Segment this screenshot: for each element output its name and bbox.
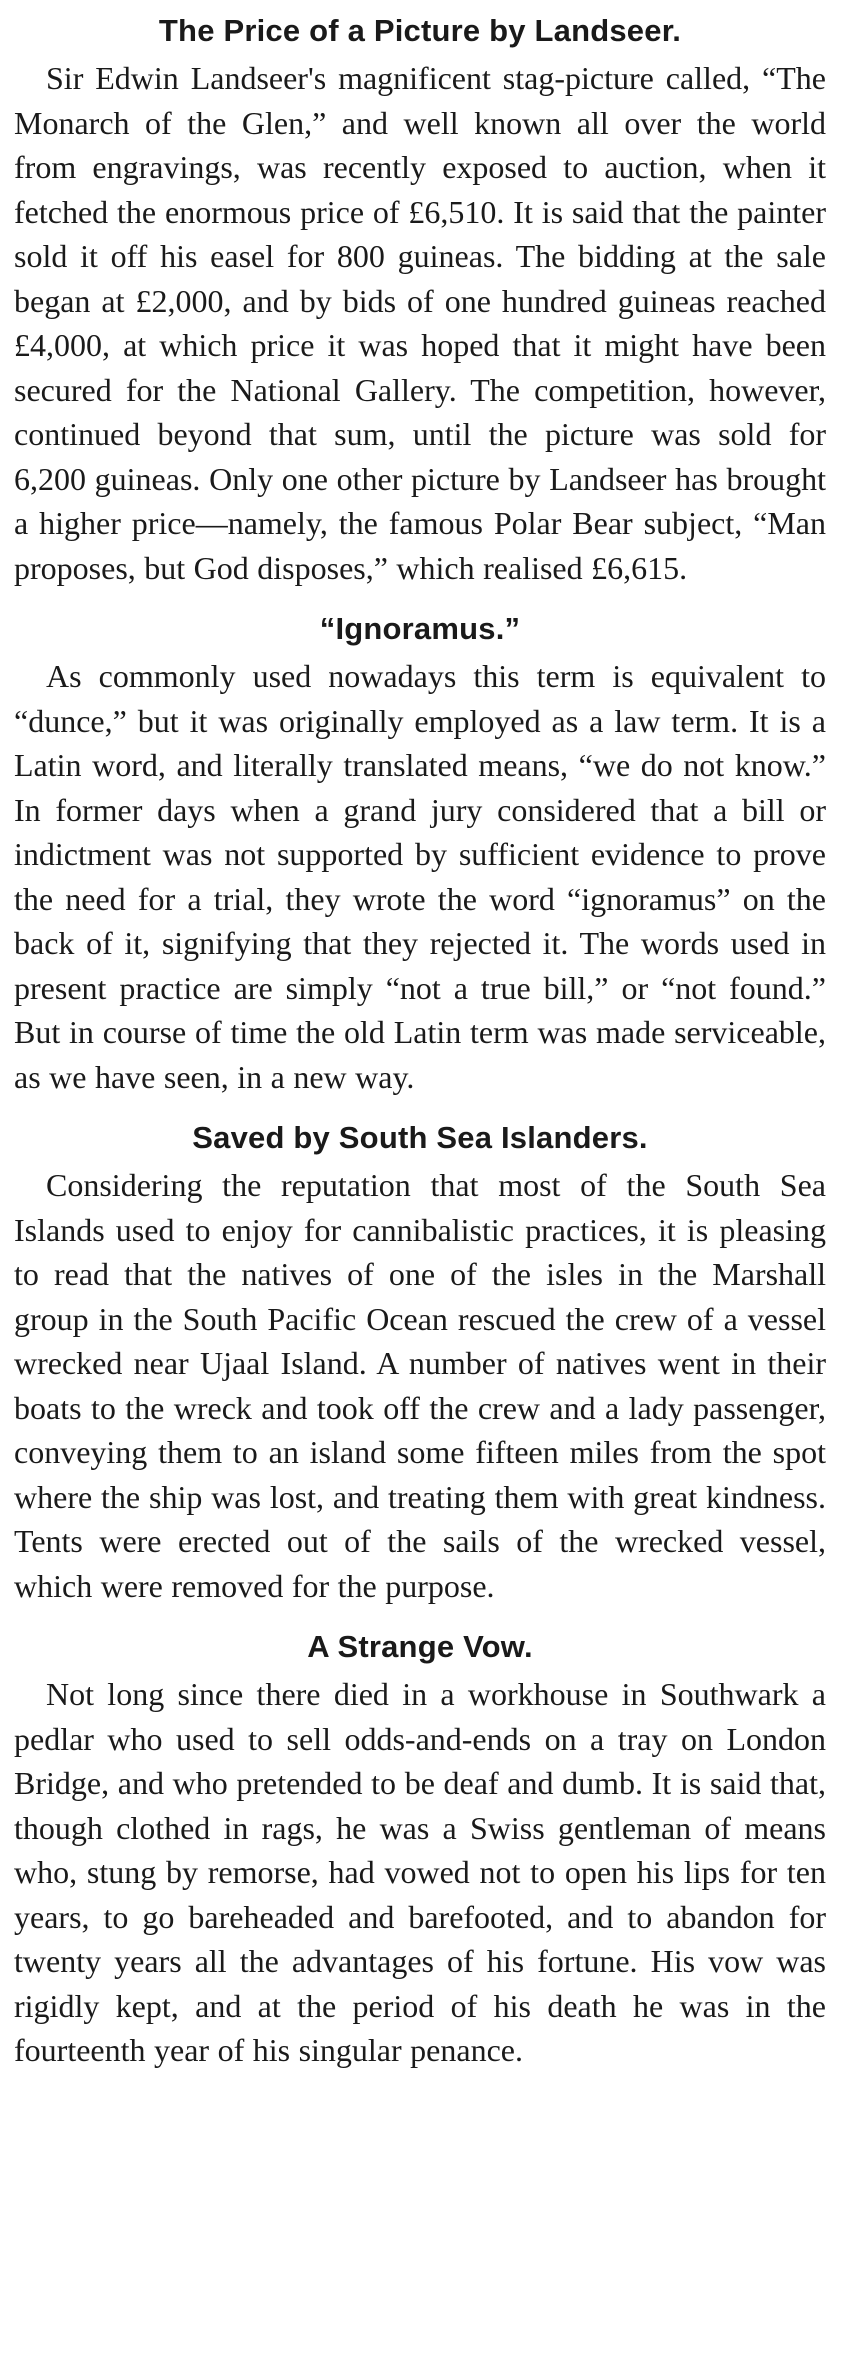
article-title: Saved by South Sea Islanders. bbox=[192, 1120, 648, 1155]
article-title: The Price of a Picture by Landseer. bbox=[158, 13, 682, 48]
article-body: Considering the reputation that most of the South Sea Islands used to enjoy for cannibalistic practices, it is pleasing to read that the natives of one of the isles in the Marshall group in the South Pacific Ocean rescued the crew of a vessel wrecked near Ujaal Island. A number of natives went in their boats to the wreck and took off the crew and a lady passenger, conveying them to an island some fifteen miles from the spot where the ship was lost, and treating them with great kindness. Tents were erected out of the sails of the wrecked vessel, which were removed for the purpose. bbox=[14, 1167, 826, 1604]
article-body: Not long since there died in a workhouse in Southwark a pedlar who used to sell odds-and-ends on a tray on London Bridge, and who pretended to be deaf and dumb. It is said that, though clothed in rags, he was a Swiss gentleman of means who, stung by remorse, had vowed not to open his lips for ten years, to go bareheaded and barefooted, and to abandon for twenty years all the advantages of his fortune. His vow was rigidly kept, and at the period of his death he was in the fourteenth year of his singular penance. bbox=[14, 1676, 826, 2068]
article-title: A Strange Vow. bbox=[307, 1629, 533, 1664]
article-strange-vow bbox=[14, 1626, 826, 2073]
article-ignoramus bbox=[14, 608, 826, 1099]
article-south-sea-islanders bbox=[14, 1117, 826, 1608]
article-landseer-picture-price bbox=[14, 10, 826, 590]
article-body: Sir Edwin Landseer's magnificent stag-picture called, “The Monarch of the Glen,” and well known all over the world from engravings, was recently exposed to auction, when it fetched the enormous price of £6,510. It is said that the painter sold it off his easel for 800 guineas. The bidding at the sale began at £2,000, and by bids of one hundred guineas reached £4,000, at which price it was hoped that it might have been secured for the National Gallery. The competition, however, continued beyond that sum, until the picture was sold for 6,200 guineas. Only one other picture by Landseer has brought a higher price—namely, the famous Polar Bear subject, “Man proposes, but God disposes,” which realised £6,615. bbox=[14, 60, 826, 586]
article-body: As commonly used nowadays this term is equivalent to “dunce,” but it was originally employed as a law term. It is a Latin word, and literally translated means, “we do not know.” In former days when a grand jury considered that a bill or indictment was not supported by sufficient evidence to prove the need for a trial, they wrote the word “ignoramus” on the back of it, signifying that they rejected it. The words used in present practice are simply “not a true bill,” or “not found.” But in course of time the old Latin term was made serviceable, as we have seen, in a new way. bbox=[14, 658, 826, 1095]
article-title: “Ignoramus.” bbox=[319, 611, 521, 646]
